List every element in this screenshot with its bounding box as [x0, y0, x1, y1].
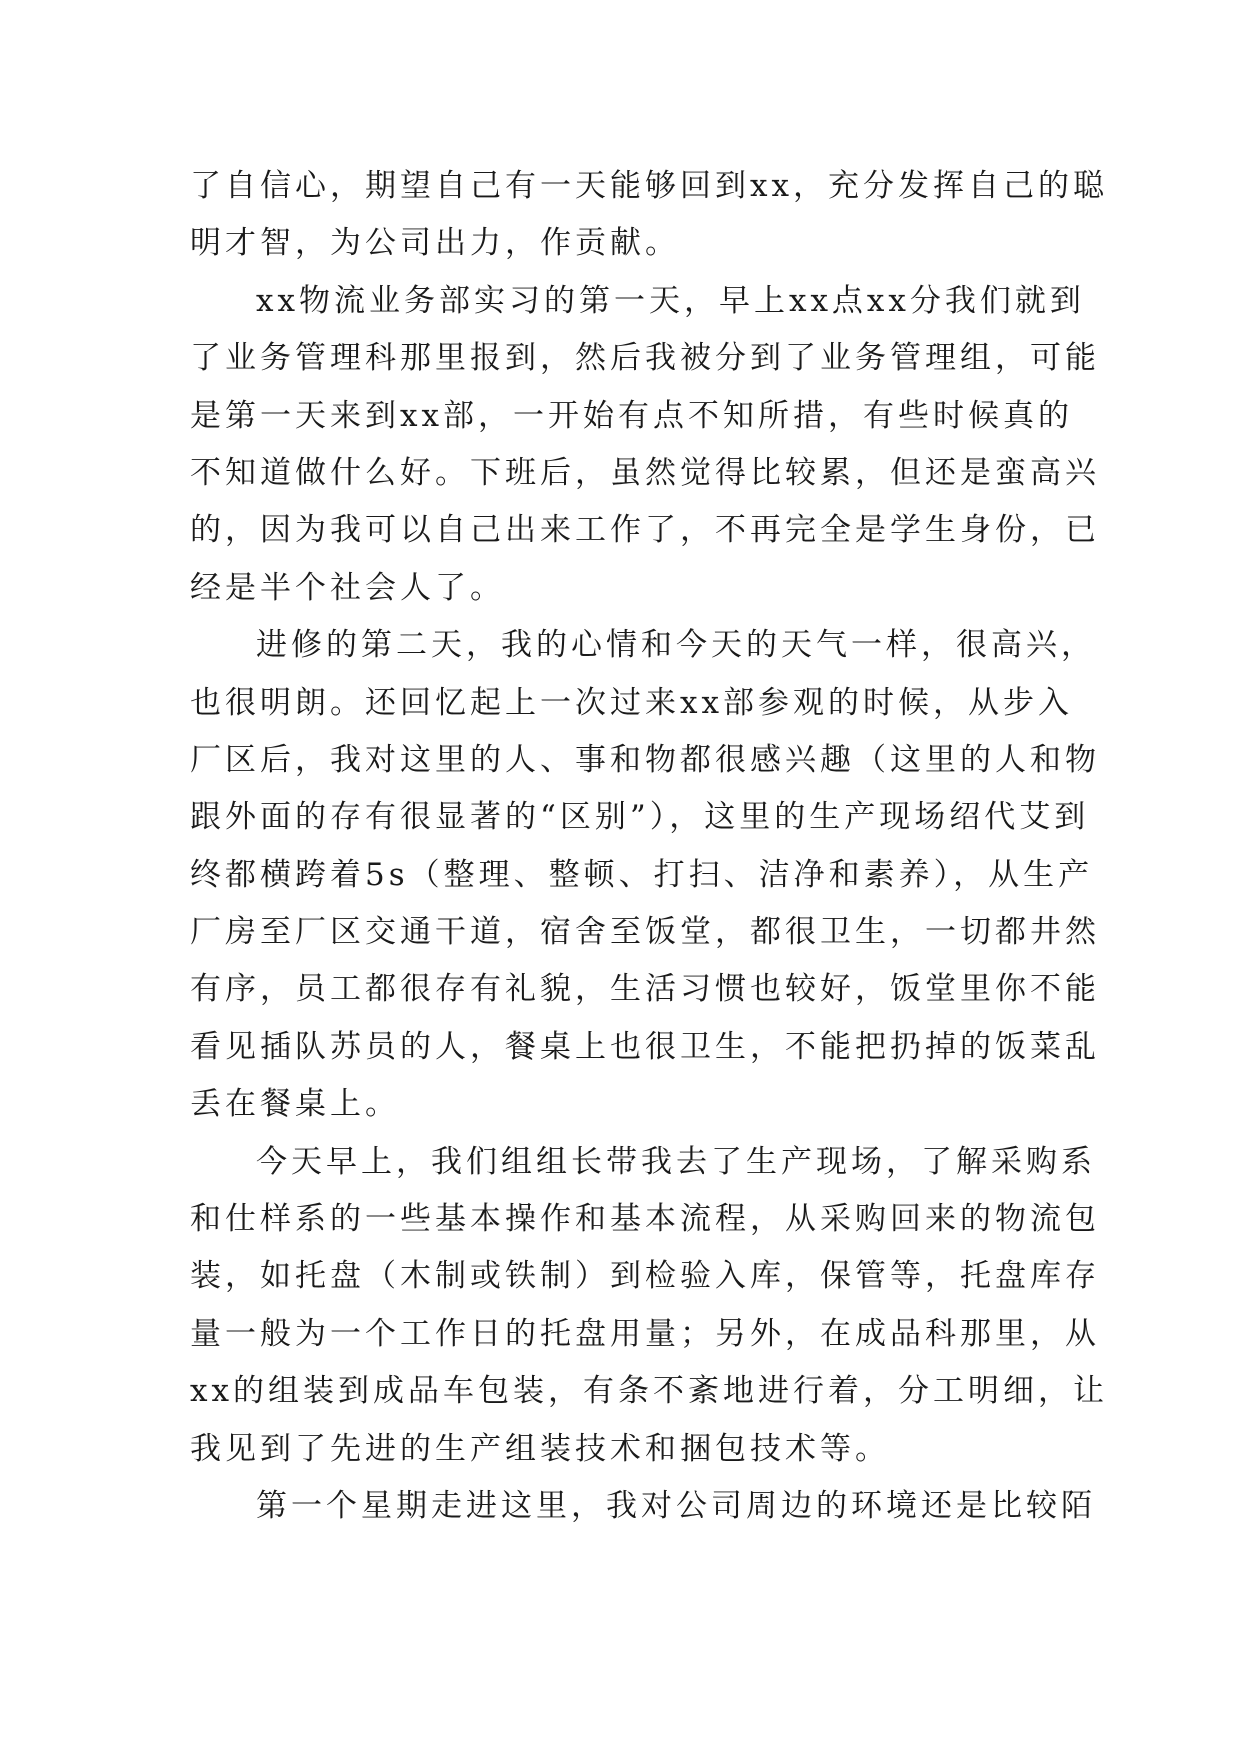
- text-line: 我见到了先进的生产组装技术和捆包技术等。: [190, 1430, 890, 1467]
- text-line: 了自信心，期望自己有一天能够回到xx，充分发挥自己的聪: [190, 168, 1108, 204]
- text-line: 和仕样系的一些基本操作和基本流程，从采购回来的物流包: [190, 1201, 1100, 1238]
- text-line: 厂区后，我对这里的人、事和物都很感兴趣（这里的人和物: [190, 741, 1100, 778]
- text-line: 也很明朗。还回忆起上一次过来xx部参观的时候，从步入: [190, 684, 1073, 721]
- text-line: 了业务管理科那里报到，然后我被分到了业务管理组，可能: [190, 340, 1100, 377]
- text-line: 终都横跨着5s（整理、整顿、打扫、洁净和素养），从生产: [190, 856, 1094, 893]
- text-line: 是第一天来到xx部，一开始有点不知所措，有些时候真的: [190, 397, 1073, 434]
- text-line: 经是半个社会人了。: [190, 569, 505, 606]
- text-line: 厂房至厂区交通干道，宿舍至饭堂，都很卫生，一切都井然: [190, 914, 1100, 951]
- paragraph-first-line: xx物流业务部实习的第一天，早上xx点xx分我们就到: [256, 282, 1085, 319]
- text-line: 装，如托盘（木制或铁制）到检验入库，保管等，托盘库存: [190, 1258, 1100, 1295]
- text-line: 不知道做什么好。下班后，虽然觉得比较累，但还是蛮高兴: [190, 454, 1100, 491]
- text-line: xx的组装到成品车包装，有条不紊地进行着，分工明细，让: [190, 1373, 1108, 1410]
- text-line: 看见插队苏员的人，餐桌上也很卫生，不能把扔掉的饭菜乱: [190, 1028, 1100, 1065]
- text-line: 有序，员工都很存有礼貌，生活习惯也较好，饭堂里你不能: [190, 971, 1100, 1008]
- paragraph-first-line: 进修的第二天，我的心情和今天的天气一样，很高兴，: [256, 627, 1096, 664]
- text-line: 跟外面的存有很显著的“区别”），这里的生产现场绍代艾到: [190, 799, 1090, 836]
- text-line: 的，因为我可以自己出来工作了，不再完全是学生身份，已: [190, 512, 1100, 549]
- paragraph-first-line: 第一个星期走进这里，我对公司周边的环境还是比较陌: [256, 1487, 1096, 1524]
- text-line: 明才智，为公司出力，作贡献。: [190, 225, 680, 262]
- text-line: 丢在餐桌上。: [190, 1086, 400, 1123]
- paragraph-first-line: 今天早上，我们组组长带我去了生产现场，了解采购系: [256, 1143, 1096, 1180]
- body-text: [190, 158, 1108, 1535]
- text-line: 量一般为一个工作日的托盘用量；另外，在成品科那里，从: [190, 1315, 1100, 1352]
